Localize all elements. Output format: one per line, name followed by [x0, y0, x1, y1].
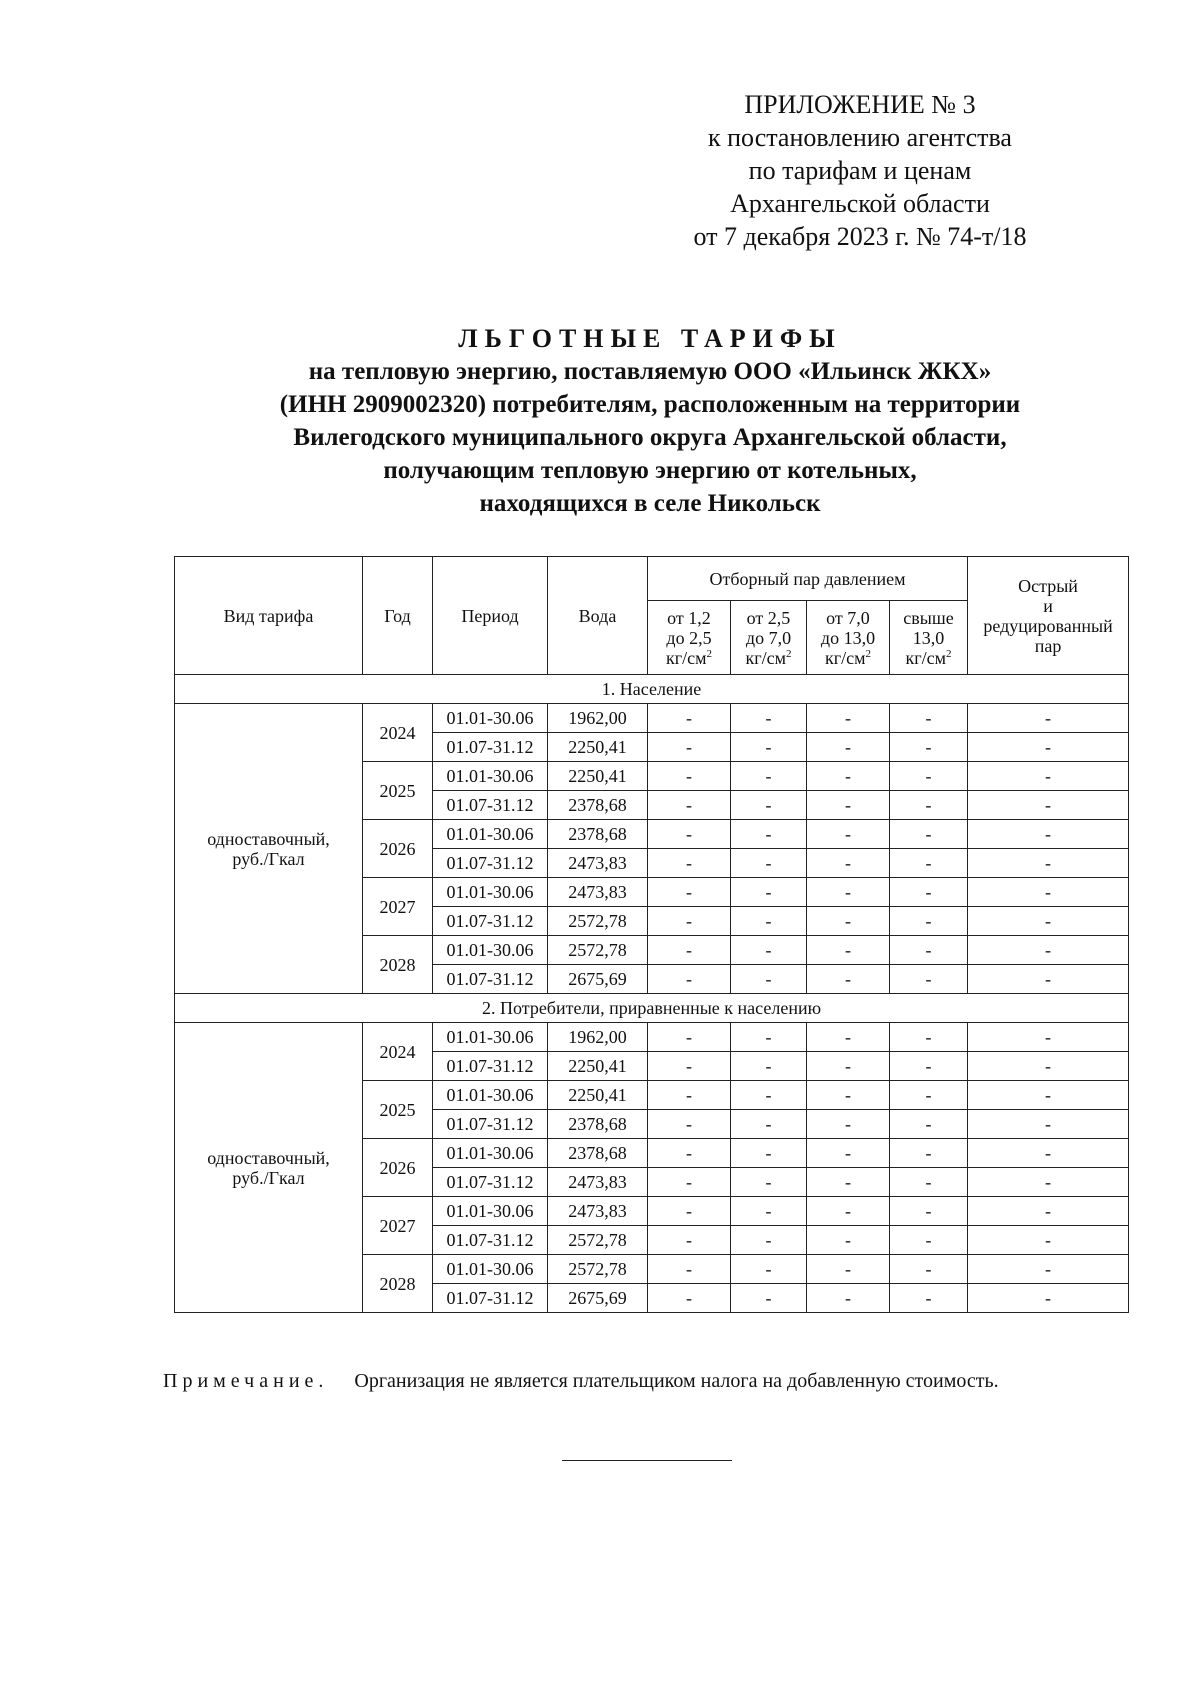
document-title: [100, 322, 1200, 520]
steam-1-value: -: [648, 1081, 731, 1110]
steam-2-value: -: [731, 1284, 807, 1313]
steam-2-value: -: [731, 762, 807, 791]
note-text: Организация не является плательщиком налога на добавленную стоимость.: [354, 1370, 999, 1392]
period-cell: 01.07-31.12: [433, 1168, 548, 1197]
steam-3-value: -: [807, 733, 890, 762]
steam-4-value: -: [890, 1023, 968, 1052]
steam-2-value: -: [731, 849, 807, 878]
year-cell: 2028: [363, 936, 433, 994]
title-line: Вилегодского муниципального округа Архангельской области,: [293, 424, 1007, 451]
steam-3-value: -: [807, 936, 890, 965]
year-cell: 2024: [363, 704, 433, 762]
steam-4-value: -: [890, 1110, 968, 1139]
water-value: 2250,41: [548, 1052, 648, 1081]
steam-4-value: -: [890, 1168, 968, 1197]
tariff-table-body: [175, 675, 1129, 1313]
header-steam-line: 13,0: [912, 627, 945, 648]
steam-2-value: -: [731, 1255, 807, 1284]
sharp-steam-value: -: [968, 1197, 1129, 1226]
steam-1-value: -: [648, 820, 731, 849]
steam-4-value: -: [890, 1226, 968, 1255]
period-cell: 01.07-31.12: [433, 965, 548, 994]
appendix-line: по тарифам и ценам: [748, 156, 972, 185]
year-cell: 2027: [363, 878, 433, 936]
period-cell: 01.07-31.12: [433, 1284, 548, 1313]
water-value: 1962,00: [548, 704, 648, 733]
period-cell: 01.01-30.06: [433, 1197, 548, 1226]
steam-1-value: -: [648, 1139, 731, 1168]
steam-3-value: -: [807, 1197, 890, 1226]
sharp-steam-value: -: [968, 1081, 1129, 1110]
steam-4-value: -: [890, 907, 968, 936]
sharp-steam-value: -: [968, 762, 1129, 791]
sharp-steam-value: -: [968, 965, 1129, 994]
steam-2-value: -: [731, 704, 807, 733]
steam-3-value: -: [807, 762, 890, 791]
header-steam-line: до 7,0: [745, 627, 792, 648]
steam-4-value: -: [890, 1255, 968, 1284]
unit-exponent: 2: [946, 647, 952, 660]
water-value: 2473,83: [548, 1168, 648, 1197]
steam-1-value: -: [648, 1110, 731, 1139]
steam-3-value: -: [807, 1081, 890, 1110]
title-line: находящихся в селе Никольск: [479, 490, 821, 517]
header-sharp-line: редуцированный: [983, 615, 1113, 636]
water-value: 2473,83: [548, 1197, 648, 1226]
period-cell: 01.01-30.06: [433, 878, 548, 907]
appendix-line: к постановлению агентства: [708, 123, 1012, 152]
steam-1-value: -: [648, 907, 731, 936]
header-steam-4: [890, 601, 968, 675]
header-steam-line: от 2,5: [746, 607, 791, 628]
steam-2-value: -: [731, 1110, 807, 1139]
steam-2-value: -: [731, 965, 807, 994]
unit-exponent: 2: [706, 647, 712, 660]
steam-1-value: -: [648, 791, 731, 820]
water-value: 2250,41: [548, 733, 648, 762]
year-cell: 2025: [363, 762, 433, 820]
steam-2-value: -: [731, 791, 807, 820]
table-row: [175, 704, 1129, 733]
steam-4-value: -: [890, 965, 968, 994]
steam-4-value: -: [890, 762, 968, 791]
header-steam-unit: [650, 648, 728, 668]
appendix-date: от 7 декабря 2023 г. № 74-т/18: [693, 222, 1027, 251]
water-value: 2572,78: [548, 1226, 648, 1255]
water-value: 2473,83: [548, 878, 648, 907]
water-value: 2378,68: [548, 1110, 648, 1139]
year-cell: 2028: [363, 1255, 433, 1313]
period-cell: 01.07-31.12: [433, 733, 548, 762]
sharp-steam-value: -: [968, 1168, 1129, 1197]
unit-text: кг/см: [745, 647, 786, 668]
steam-1-value: -: [648, 1255, 731, 1284]
steam-3-value: -: [807, 704, 890, 733]
steam-1-value: -: [648, 733, 731, 762]
period-cell: 01.01-30.06: [433, 820, 548, 849]
header-steam-group: Отборный пар давлением: [648, 557, 968, 601]
steam-2-value: -: [731, 1023, 807, 1052]
sharp-steam-value: -: [968, 1226, 1129, 1255]
sharp-steam-value: -: [968, 907, 1129, 936]
water-value: 2572,78: [548, 936, 648, 965]
steam-4-value: -: [890, 1052, 968, 1081]
water-value: 2250,41: [548, 1081, 648, 1110]
steam-2-value: -: [731, 907, 807, 936]
steam-4-value: -: [890, 936, 968, 965]
water-value: 2675,69: [548, 965, 648, 994]
water-value: 1962,00: [548, 1023, 648, 1052]
period-cell: 01.01-30.06: [433, 1139, 548, 1168]
sharp-steam-value: -: [968, 1052, 1129, 1081]
water-value: 2378,68: [548, 791, 648, 820]
steam-4-value: -: [890, 1284, 968, 1313]
steam-1-value: -: [648, 1023, 731, 1052]
section-title: 2. Потребители, приравненные к населению: [175, 994, 1129, 1023]
header-steam-line: от 1,2: [667, 607, 711, 628]
header-water: Вода: [548, 557, 648, 675]
period-cell: 01.01-30.06: [433, 1255, 548, 1284]
steam-2-value: -: [731, 1139, 807, 1168]
appendix-header: [600, 88, 1120, 253]
header-steam-unit: [892, 648, 965, 668]
steam-3-value: -: [807, 849, 890, 878]
header-steam-line: до 2,5: [666, 627, 712, 648]
steam-3-value: -: [807, 1168, 890, 1197]
header-tariff-type: Вид тарифа: [175, 557, 363, 675]
period-cell: 01.07-31.12: [433, 1226, 548, 1255]
year-cell: 2026: [363, 1139, 433, 1197]
steam-2-value: -: [731, 1081, 807, 1110]
year-cell: 2025: [363, 1081, 433, 1139]
unit-exponent: 2: [865, 647, 871, 660]
sharp-steam-value: -: [968, 878, 1129, 907]
note-label: Примечание.: [163, 1370, 329, 1392]
period-cell: 01.01-30.06: [433, 936, 548, 965]
steam-1-value: -: [648, 1226, 731, 1255]
steam-1-value: -: [648, 1197, 731, 1226]
steam-1-value: -: [648, 762, 731, 791]
steam-3-value: -: [807, 907, 890, 936]
header-steam-line: от 7,0: [826, 607, 870, 628]
steam-3-value: -: [807, 965, 890, 994]
unit-text: кг/см: [905, 647, 947, 668]
steam-4-value: -: [890, 1197, 968, 1226]
steam-3-value: -: [807, 1023, 890, 1052]
steam-1-value: -: [648, 965, 731, 994]
tariff-type-unit: руб./Гкал: [232, 848, 305, 869]
steam-3-value: -: [807, 1226, 890, 1255]
sharp-steam-value: -: [968, 1255, 1129, 1284]
period-cell: 01.07-31.12: [433, 849, 548, 878]
year-cell: 2024: [363, 1023, 433, 1081]
steam-2-value: -: [731, 820, 807, 849]
water-value: 2675,69: [548, 1284, 648, 1313]
header-steam-unit: [809, 648, 887, 668]
steam-3-value: -: [807, 878, 890, 907]
header-period: Период: [433, 557, 548, 675]
steam-2-value: -: [731, 936, 807, 965]
tariff-type-line: одноставочный,: [207, 828, 330, 849]
section-row: [175, 675, 1129, 704]
period-cell: 01.01-30.06: [433, 1023, 548, 1052]
appendix-line: Архангельской области: [730, 189, 990, 218]
section-row: [175, 994, 1129, 1023]
steam-1-value: -: [648, 1168, 731, 1197]
steam-3-value: -: [807, 1139, 890, 1168]
sharp-steam-value: -: [968, 791, 1129, 820]
steam-3-value: -: [807, 1110, 890, 1139]
tariff-type-unit: руб./Гкал: [232, 1167, 305, 1188]
note: [163, 1368, 1163, 1394]
steam-1-value: -: [648, 704, 731, 733]
sharp-steam-value: -: [968, 1284, 1129, 1313]
steam-3-value: -: [807, 1284, 890, 1313]
steam-4-value: -: [890, 704, 968, 733]
period-cell: 01.07-31.12: [433, 1110, 548, 1139]
period-cell: 01.07-31.12: [433, 907, 548, 936]
appendix-number: ПРИЛОЖЕНИЕ № 3: [744, 90, 976, 119]
steam-4-value: -: [890, 733, 968, 762]
header-steam-line: свыше: [903, 607, 954, 628]
steam-2-value: -: [731, 1197, 807, 1226]
header-steam-unit: [733, 648, 804, 668]
sharp-steam-value: -: [968, 1139, 1129, 1168]
steam-4-value: -: [890, 1081, 968, 1110]
steam-4-value: -: [890, 791, 968, 820]
sharp-steam-value: -: [968, 1110, 1129, 1139]
water-value: 2378,68: [548, 1139, 648, 1168]
year-cell: 2026: [363, 820, 433, 878]
header-steam-line: до 13,0: [820, 627, 876, 648]
water-value: 2378,68: [548, 820, 648, 849]
period-cell: 01.07-31.12: [433, 1052, 548, 1081]
steam-1-value: -: [648, 849, 731, 878]
water-value: 2250,41: [548, 762, 648, 791]
closing-rule: [562, 1460, 732, 1461]
header-steam-3: [807, 601, 890, 675]
water-value: 2473,83: [548, 849, 648, 878]
steam-3-value: -: [807, 820, 890, 849]
header-sharp-line: пар: [1034, 635, 1062, 656]
header-steam-1: [648, 601, 731, 675]
sharp-steam-value: -: [968, 733, 1129, 762]
steam-2-value: -: [731, 878, 807, 907]
header-year: Год: [363, 557, 433, 675]
tariff-type-cell: [175, 704, 363, 994]
steam-1-value: -: [648, 878, 731, 907]
steam-1-value: -: [648, 1052, 731, 1081]
header-sharp-line: Острый: [1018, 575, 1078, 596]
steam-4-value: -: [890, 1139, 968, 1168]
steam-4-value: -: [890, 820, 968, 849]
sharp-steam-value: -: [968, 820, 1129, 849]
year-cell: 2027: [363, 1197, 433, 1255]
sharp-steam-value: -: [968, 936, 1129, 965]
tariff-table: [174, 556, 1129, 1313]
title-line: получающим тепловую энергию от котельных,: [383, 457, 917, 484]
header-sharp-steam: [968, 557, 1129, 675]
period-cell: 01.07-31.12: [433, 791, 548, 820]
steam-3-value: -: [807, 1255, 890, 1284]
unit-exponent: 2: [786, 647, 792, 660]
header-sharp-line: и: [1043, 595, 1053, 616]
steam-2-value: -: [731, 1168, 807, 1197]
sharp-steam-value: -: [968, 849, 1129, 878]
steam-3-value: -: [807, 791, 890, 820]
unit-text: кг/см: [824, 647, 866, 668]
period-cell: 01.01-30.06: [433, 762, 548, 791]
unit-text: кг/см: [665, 647, 707, 668]
water-value: 2572,78: [548, 907, 648, 936]
steam-3-value: -: [807, 1052, 890, 1081]
section-title: 1. Население: [175, 675, 1129, 704]
steam-2-value: -: [731, 1052, 807, 1081]
steam-4-value: -: [890, 849, 968, 878]
title-line: на тепловую энергию, поставляемую ООО «Ильинск ЖКХ»: [308, 358, 992, 385]
period-cell: 01.01-30.06: [433, 1081, 548, 1110]
tariff-type-line: одноставочный,: [207, 1147, 330, 1168]
water-value: 2572,78: [548, 1255, 648, 1284]
title-line: (ИНН 2909002320) потребителям, расположенным на территории: [279, 391, 1021, 418]
period-cell: 01.01-30.06: [433, 704, 548, 733]
steam-4-value: -: [890, 878, 968, 907]
tariff-type-cell: [175, 1023, 363, 1313]
sharp-steam-value: -: [968, 1023, 1129, 1052]
title-main: ЛЬГОТНЫЕ ТАРИФЫ: [458, 324, 842, 353]
steam-1-value: -: [648, 1284, 731, 1313]
steam-1-value: -: [648, 936, 731, 965]
steam-2-value: -: [731, 733, 807, 762]
steam-2-value: -: [731, 1226, 807, 1255]
sharp-steam-value: -: [968, 704, 1129, 733]
header-steam-2: [731, 601, 807, 675]
table-row: [175, 1023, 1129, 1052]
